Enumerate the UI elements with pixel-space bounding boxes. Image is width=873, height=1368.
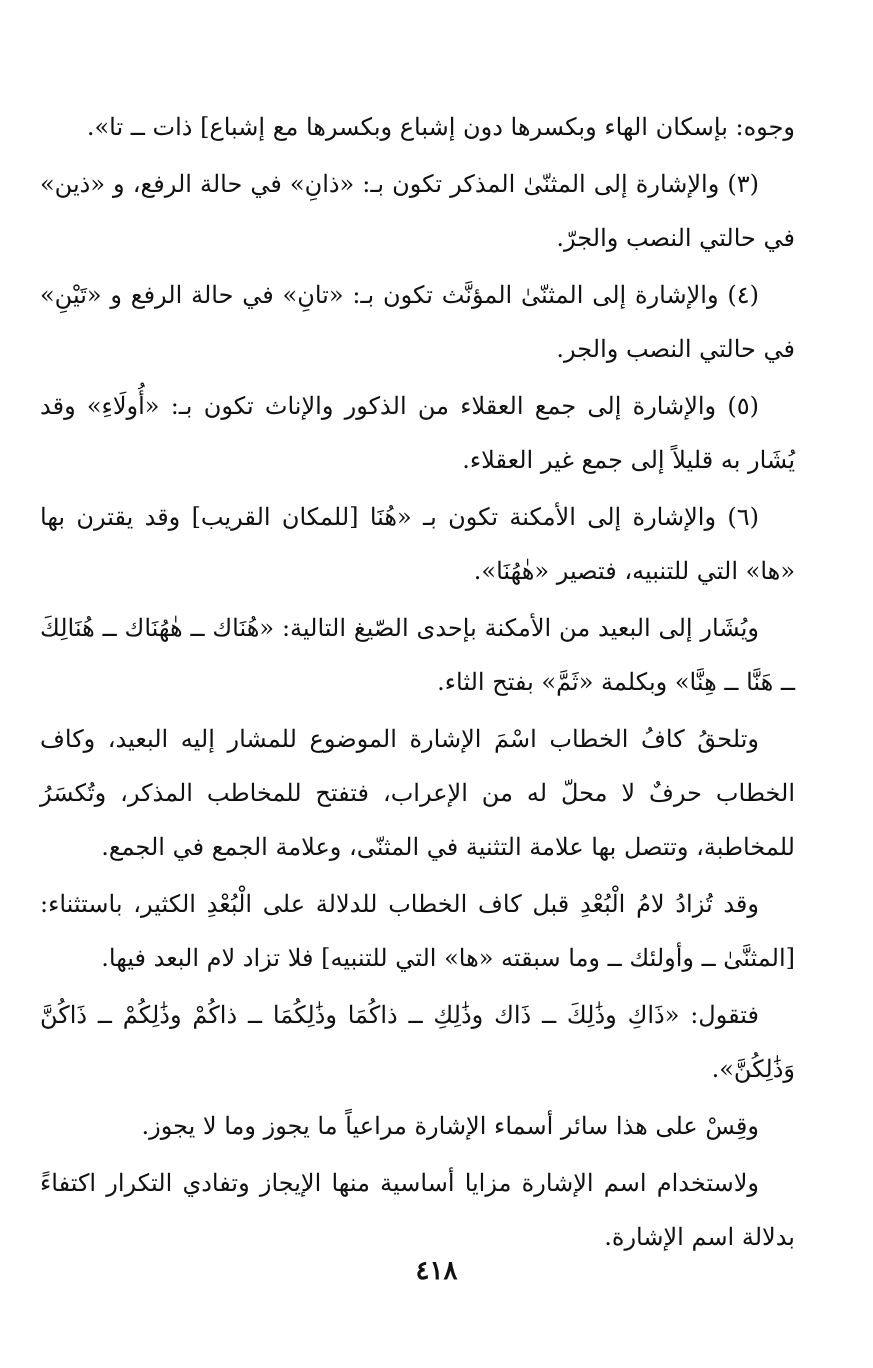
paragraph-far-places: ويُشَار إلى البعيد من الأمكنة بإحدى الصّيغ التالية: «هُنَاك ــ هٰهُنَاك ــ هُنَالِكَ ــ هَنَّا ــ هِنَّا» وبكلمة «ثَمَّ» بفتح الثاء. <box>40 614 795 696</box>
paragraph-dual-feminine: (٤) والإشارة إلى المثنّىٰ المؤنَّث تكون بـ: «تانِ» في حالة الرفع و «تَيْنِ» في حالتي النصب والجر. <box>40 281 795 363</box>
paragraph-examples: فتقول: «ذَاكِ وذَٰلِكَ ــ ذَاك وذَٰلِكِ ــ ذاكُمَا وذَٰلِكُمَا ــ ذاكُمْ وذَٰلِكُمْ ــ ذَاكُنَّ وَذَٰلِكُنَّ». <box>40 1001 795 1083</box>
paragraph-lam-distance: وقد تُزادُ لامُ الْبُعْدِ قبل كاف الخطاب للدلالة على الْبُعْدِ الكثير، باستثناء: [المثنَّىٰ ــ وأولئك ــ وما سبقته «ها» التي للتنبيه] فلا تزاد لام البعد فيها. <box>40 890 795 972</box>
paragraph-plural: (٥) والإشارة إلى جمع العقلاء من الذكور والإناث تكون بـ: «أُولَاءِ» وقد يُشَار به قليلاً إلى جمع غير العقلاء. <box>40 392 795 474</box>
paragraph-benefits: ولاستخدام اسم الإشارة مزايا أساسية منها الإيجاز وتفادي التكرار اكتفاءً بدلالة اسم الإشارة. <box>40 1169 795 1251</box>
paragraph-places: (٦) والإشارة إلى الأمكنة تكون بـ «هُنَا [للمكان القريب] وقد يقترن بها «ها» التي للتنبيه، فتصير «هٰهُنَا». <box>40 503 795 585</box>
paragraph-analogy: وقِسْ على هذا سائر أسماء الإشارة مراعياً ما يجوز وما لا يجوز. <box>141 1112 759 1140</box>
document-page <box>40 100 795 1267</box>
page-number: ٤١٨ <box>415 1256 458 1286</box>
paragraph-continuation: وجوه: بإسكان الهاء وبكسرها دون إشباع وبكسرها مع إشباع] ذات ــ تا». <box>86 113 795 141</box>
paragraph-dual-masculine: (٣) والإشارة إلى المثنّىٰ المذكر تكون بـ: «ذانِ» في حالة الرفع، و «ذين» في حالتي النصب والجرّ. <box>40 170 795 252</box>
paragraph-kaf-address: وتلحقُ كافُ الخطاب اسْمَ الإشارة الموضوع للمشار إليه البعيد، وكاف الخطاب حرفٌ لا محلّ له من الإعراب، فتفتح للمخاطب المذكر، وتُكسَرُ للمخاطبة، وتتصل بها علامة التثنية في المثنّى، وعلامة الجمع في الجمع. <box>40 725 795 861</box>
